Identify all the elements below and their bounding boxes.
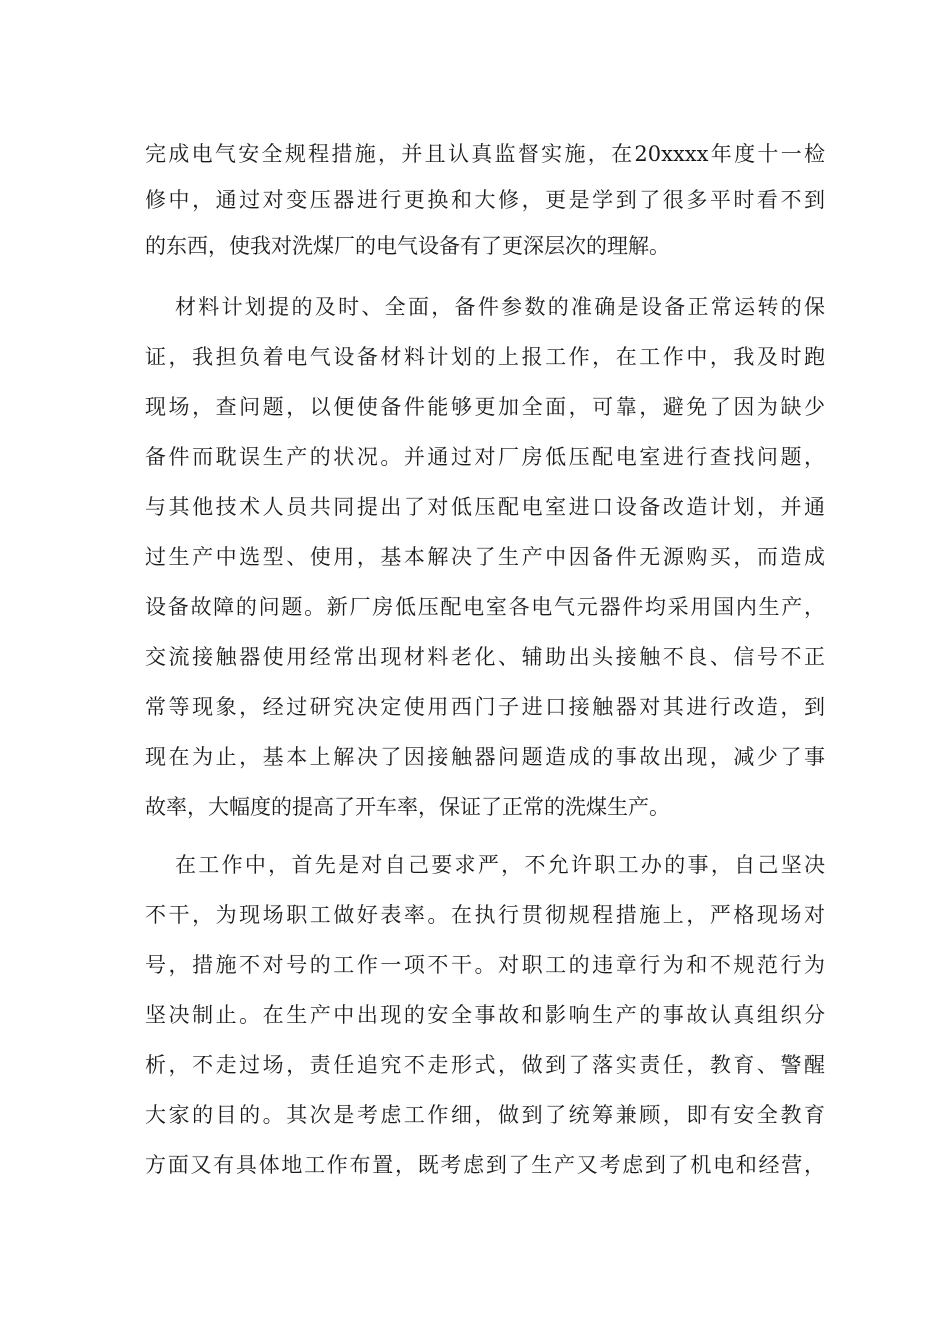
paragraph-3-line-1: 在工作中，首先是对自己要求严，不允许职工办的事，自己坚决 xyxy=(175,853,825,877)
paragraph-2-line-5: 与其他技术人员共同提出了对低压配电室进口设备改造计划，并通 xyxy=(145,495,825,519)
paragraph-2-line-1: 材料计划提的及时、全面，备件参数的准确是设备正常运转的保 xyxy=(175,295,825,319)
paragraph-2-line-2: 证，我担负着电气设备材料计划的上报工作，在工作中，我及时跑 xyxy=(145,345,825,369)
paragraph-2-line-6: 过生产中选型、使用，基本解决了生产中因备件无源购买，而造成 xyxy=(145,545,825,569)
paragraph-2-line-9: 常等现象，经过研究决定使用西门子进口接触器对其进行改造，到 xyxy=(145,695,825,719)
paragraph-3-line-3: 号，措施不对号的工作一项不干。对职工的违章行为和不规范行为 xyxy=(145,953,825,977)
paragraph-1-line-3: 的东西，使我对洗煤厂的电气设备有了更深层次的理解。 xyxy=(145,234,670,258)
paragraph-3-line-6: 大家的目的。其次是考虑工作细，做到了统筹兼顾，即有安全教育 xyxy=(145,1103,825,1127)
paragraph-1-line-2: 修中，通过对变压器进行更换和大修，更是学到了很多平时看不到 xyxy=(145,188,825,212)
paragraph-2-line-10: 现在为止，基本上解决了因接触器问题造成的事故出现，减少了事 xyxy=(145,745,825,769)
paragraph-2-line-4: 备件而耽误生产的状况。并通过对厂房低压配电室进行查找问题， xyxy=(145,445,825,469)
paragraph-3-line-5: 析，不走过场，责任追究不走形式，做到了落实责任，教育、警醒 xyxy=(145,1053,825,1077)
paragraph-2-line-3: 现场，查问题，以便使备件能够更加全面，可靠，避免了因为缺少 xyxy=(145,395,825,419)
paragraph-3-line-7: 方面又有具体地工作布置，既考虑到了生产又考虑到了机电和经营， xyxy=(145,1153,825,1177)
paragraph-3-line-4: 坚决制止。在生产中出现的安全事故和影响生产的事故认真组织分 xyxy=(145,1003,825,1027)
paragraph-2-line-11: 故率，大幅度的提高了开车率，保证了正常的洗煤生产。 xyxy=(145,795,670,819)
paragraph-1-line-1: 完成电气安全规程措施，并且认真监督实施，在20xxxx年度十一检 xyxy=(145,142,825,166)
paragraph-2-line-8: 交流接触器使用经常出现材料老化、辅助出头接触不良、信号不正 xyxy=(145,645,825,669)
paragraph-2-line-7: 设备故障的问题。新厂房低压配电室各电气元器件均采用国内生产， xyxy=(145,595,825,619)
paragraph-3-line-2: 不干，为现场职工做好表率。在执行贯彻规程措施上，严格现场对 xyxy=(145,903,825,927)
